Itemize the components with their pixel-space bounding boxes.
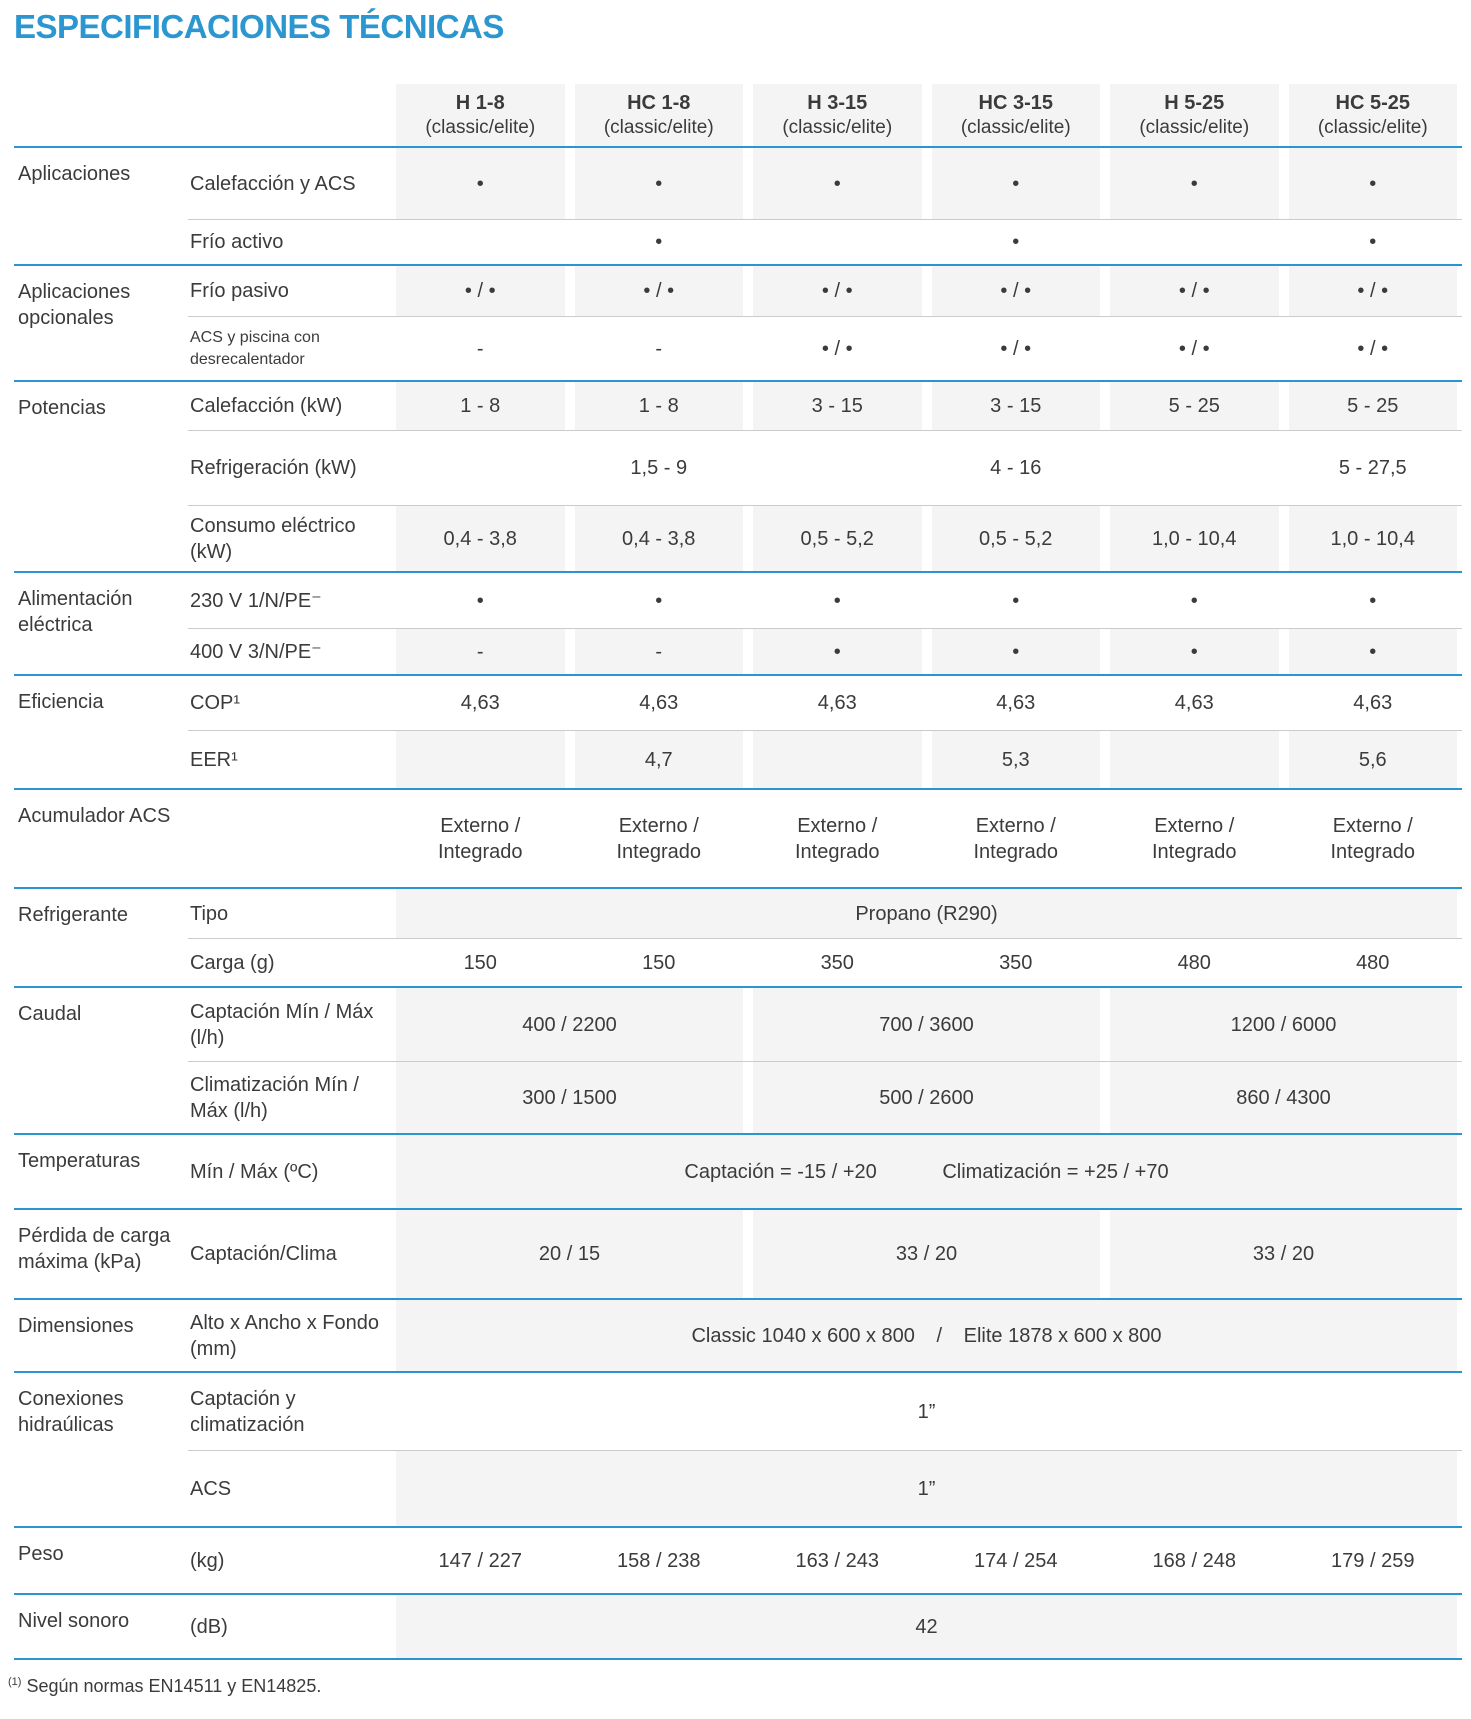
spec-cell: 0,5 - 5,2 xyxy=(748,505,927,571)
cell-value: Captación = -15 / +20 xyxy=(684,1160,877,1183)
section-aplicaciones xyxy=(14,146,1462,264)
spec-cell: 480 xyxy=(1284,938,1463,986)
section-label: Caudal xyxy=(14,986,188,1133)
cell-value: Externo / Integrado xyxy=(437,814,523,863)
spec-cell: • xyxy=(748,571,927,628)
section-label: Aplicaciones xyxy=(14,146,188,264)
spec-cell: 4,63 xyxy=(1284,674,1463,730)
model-variant: (classic/elite) xyxy=(1139,116,1250,138)
row-label: Consumo eléctrico (kW) xyxy=(188,505,391,571)
spec-cell: • xyxy=(927,571,1106,628)
model-variant: (classic/elite) xyxy=(960,116,1071,138)
spec-cell: • xyxy=(1284,628,1463,674)
spec-cell: • xyxy=(748,146,927,219)
spec-cell: 0,4 - 3,8 xyxy=(391,505,570,571)
spec-cell: 400 / 2200 xyxy=(391,986,748,1061)
section-potencias xyxy=(14,380,1462,571)
table-row xyxy=(14,505,1462,571)
section-aplicaciones-opcionales xyxy=(14,264,1462,380)
spec-cell: 5 - 25 xyxy=(1105,380,1284,430)
table-row xyxy=(14,1526,1462,1593)
spec-cell: 4,63 xyxy=(748,674,927,730)
spec-cell xyxy=(927,788,1106,887)
spec-cell: - xyxy=(570,316,749,380)
spec-cell: • / • xyxy=(391,264,570,316)
spec-cell: 1,0 - 10,4 xyxy=(1105,505,1284,571)
spec-cell: 158 / 238 xyxy=(570,1526,749,1593)
model-variant: (classic/elite) xyxy=(1317,116,1428,138)
spec-cell: 5,3 xyxy=(927,730,1106,788)
spec-cell: 700 / 3600 xyxy=(748,986,1105,1061)
spec-cell: • xyxy=(1284,219,1463,264)
section-label: Peso xyxy=(14,1526,188,1593)
spec-cell: 179 / 259 xyxy=(1284,1526,1463,1593)
spec-cell: • / • xyxy=(748,264,927,316)
column-header xyxy=(1284,84,1463,146)
page-title: ESPECIFICACIONES TÉCNICAS xyxy=(14,8,504,45)
spec-cell xyxy=(1105,430,1284,505)
spec-cell: 150 xyxy=(570,938,749,986)
row-label: Refrigeración (kW) xyxy=(188,430,391,505)
spec-cell: 3 - 15 xyxy=(927,380,1106,430)
cell-value: / xyxy=(936,1324,943,1347)
spec-cell: 860 / 4300 xyxy=(1105,1061,1462,1133)
cell-value: Classic 1040 x 600 x 800 xyxy=(691,1324,915,1347)
row-label: COP¹ xyxy=(188,674,391,730)
spec-cell: • / • xyxy=(927,264,1106,316)
section-label: Potencias xyxy=(14,380,188,571)
spec-cell: • / • xyxy=(1284,316,1463,380)
footnote-marker: (1) xyxy=(8,1676,22,1688)
spec-cell xyxy=(748,788,927,887)
spec-cell: • xyxy=(391,146,570,219)
section-temperaturas xyxy=(14,1133,1462,1208)
table-row xyxy=(14,730,1462,788)
spec-cell xyxy=(391,219,570,264)
row-label: Calefacción (kW) xyxy=(188,380,391,430)
spec-cell: 42 xyxy=(391,1593,1462,1658)
column-header-row xyxy=(14,84,1462,146)
spec-cell xyxy=(570,788,749,887)
section-eficiencia xyxy=(14,674,1462,788)
model-variant: (classic/elite) xyxy=(425,116,536,138)
row-label: 400 V 3/N/PE⁻ xyxy=(188,628,391,674)
table-row xyxy=(14,674,1462,730)
model-variant: (classic/elite) xyxy=(782,116,893,138)
column-header xyxy=(391,84,570,146)
row-label: Captación y climatización xyxy=(188,1371,391,1450)
spec-cell: • / • xyxy=(570,264,749,316)
spec-cell: 1200 / 6000 xyxy=(1105,986,1462,1061)
section-label: Pérdida de carga máxima (kPa) xyxy=(14,1208,188,1298)
spec-cell: • xyxy=(391,571,570,628)
spec-cell: 5,6 xyxy=(1284,730,1463,788)
spec-cell: 0,4 - 3,8 xyxy=(570,505,749,571)
section-alimentacion-electrica xyxy=(14,571,1462,674)
spec-cell: 33 / 20 xyxy=(1105,1208,1462,1298)
cell-value: Externo / Integrado xyxy=(794,814,880,863)
spec-cell: • xyxy=(927,628,1106,674)
model-name: HC 1-8 xyxy=(627,91,691,114)
section-label: Acumulador ACS xyxy=(14,788,188,887)
spec-cell: • / • xyxy=(1105,264,1284,316)
row-label: (kg) xyxy=(188,1526,391,1593)
spec-cell: 163 / 243 xyxy=(748,1526,927,1593)
section-label: Nivel sonoro xyxy=(14,1593,188,1658)
spec-cell xyxy=(391,1133,1462,1208)
section-label: Refrigerante xyxy=(14,887,188,986)
column-header xyxy=(748,84,927,146)
spec-cell: 20 / 15 xyxy=(391,1208,748,1298)
spec-cell xyxy=(748,730,927,788)
spec-cell: 350 xyxy=(927,938,1106,986)
spec-cell: • xyxy=(748,628,927,674)
spec-cell: 300 / 1500 xyxy=(391,1061,748,1133)
cell-value: Elite 1878 x 600 x 800 xyxy=(963,1324,1162,1347)
table-row xyxy=(14,1371,1462,1450)
spec-cell: • xyxy=(570,571,749,628)
section-dimensiones xyxy=(14,1298,1462,1371)
row-label: Alto x Ancho x Fondo (mm) xyxy=(188,1298,391,1371)
model-variant: (classic/elite) xyxy=(603,116,714,138)
spec-cell: • xyxy=(1284,571,1463,628)
spec-cell: • / • xyxy=(1284,264,1463,316)
spec-cell: 500 / 2600 xyxy=(748,1061,1105,1133)
spec-cell xyxy=(391,430,570,505)
header-spacer xyxy=(14,84,188,146)
table-row xyxy=(14,571,1462,628)
section-label: Dimensiones xyxy=(14,1298,188,1371)
spec-cell: 1,0 - 10,4 xyxy=(1284,505,1463,571)
spec-cell: - xyxy=(391,628,570,674)
spec-cell: 0,5 - 5,2 xyxy=(927,505,1106,571)
section-label: Alimentación eléctrica xyxy=(14,571,188,674)
spec-cell: 4,63 xyxy=(1105,674,1284,730)
table-row xyxy=(14,788,1462,887)
cell-value: Externo / Integrado xyxy=(1151,814,1237,863)
spec-cell xyxy=(748,430,927,505)
row-label: Mín / Máx (ºC) xyxy=(188,1133,391,1208)
spec-cell: • xyxy=(1284,146,1463,219)
model-name: H 3-15 xyxy=(807,91,868,114)
spec-cell: • / • xyxy=(927,316,1106,380)
spec-cell: • xyxy=(927,146,1106,219)
table-row xyxy=(14,1133,1462,1208)
spec-cell: • xyxy=(1105,628,1284,674)
table-row xyxy=(14,1298,1462,1371)
table-row xyxy=(14,628,1462,674)
row-label: Calefacción y ACS xyxy=(188,146,391,219)
row-label: (dB) xyxy=(188,1593,391,1658)
section-caudal xyxy=(14,986,1462,1133)
section-nivel-sonoro xyxy=(14,1593,1462,1658)
spec-cell: 4,7 xyxy=(570,730,749,788)
section-label: Aplicaciones opcionales xyxy=(14,264,188,380)
spec-cell: 1” xyxy=(391,1371,1462,1450)
section-acumulador-acs xyxy=(14,788,1462,887)
table-row xyxy=(14,1593,1462,1658)
spec-cell xyxy=(1105,730,1284,788)
spec-cell: 5 - 25 xyxy=(1284,380,1463,430)
row-label: Frío pasivo xyxy=(188,264,391,316)
spec-cell: 480 xyxy=(1105,938,1284,986)
model-name: HC 5-25 xyxy=(1335,91,1410,114)
row-label: Climatización Mín / Máx (l/h) xyxy=(188,1061,391,1133)
spec-cell: • xyxy=(1105,571,1284,628)
row-label: ACS y piscina con desrecalentador xyxy=(188,316,391,380)
row-label: ACS xyxy=(188,1450,391,1526)
spec-cell: • xyxy=(570,146,749,219)
section-conexiones-hidraulicas xyxy=(14,1371,1462,1526)
column-header xyxy=(1105,84,1284,146)
section-perdida-de-carga xyxy=(14,1208,1462,1298)
footnote-text: Según normas EN14511 y EN14825. xyxy=(26,1676,322,1696)
table-row xyxy=(14,219,1462,264)
table-row xyxy=(14,1208,1462,1298)
spec-cell: 174 / 254 xyxy=(927,1526,1106,1593)
column-header xyxy=(570,84,749,146)
spec-cell xyxy=(391,788,570,887)
spec-cell xyxy=(1105,219,1284,264)
table-row xyxy=(14,986,1462,1061)
header-spacer xyxy=(188,84,391,146)
spec-cell: • / • xyxy=(748,316,927,380)
spec-cell: - xyxy=(391,316,570,380)
spec-cell xyxy=(748,219,927,264)
spec-cell: 4,63 xyxy=(391,674,570,730)
table-row xyxy=(14,380,1462,430)
row-label: Frío activo xyxy=(188,219,391,264)
spec-table xyxy=(14,84,1462,1660)
row-label: Captación/Clima xyxy=(188,1208,391,1298)
model-name: H 1-8 xyxy=(455,91,505,114)
spec-cell: 33 / 20 xyxy=(748,1208,1105,1298)
column-header xyxy=(927,84,1106,146)
spec-cell: 4,63 xyxy=(570,674,749,730)
spec-cell: • xyxy=(927,219,1106,264)
section-peso xyxy=(14,1526,1462,1593)
cell-value: Externo / Integrado xyxy=(973,814,1058,863)
row-label: Tipo xyxy=(188,887,391,938)
spec-cell: Propano (R290) xyxy=(391,887,1462,938)
footnote xyxy=(8,1676,1471,1697)
spec-cell: • xyxy=(1105,146,1284,219)
row-label: 230 V 1/N/PE⁻ xyxy=(188,571,391,628)
spec-cell: 150 xyxy=(391,938,570,986)
cell-value: Externo / Integrado xyxy=(616,814,701,863)
model-name: H 5-25 xyxy=(1164,91,1225,114)
spec-cell: 3 - 15 xyxy=(748,380,927,430)
row-label: EER¹ xyxy=(188,730,391,788)
cell-value: Climatización = +25 / +70 xyxy=(942,1160,1169,1183)
spec-cell: 147 / 227 xyxy=(391,1526,570,1593)
spec-cell: 1” xyxy=(391,1450,1462,1526)
spec-cell: 350 xyxy=(748,938,927,986)
row-label: Captación Mín / Máx (l/h) xyxy=(188,986,391,1061)
spec-cell: 1,5 - 9 xyxy=(570,430,749,505)
table-row xyxy=(14,1061,1462,1133)
spec-cell: - xyxy=(570,628,749,674)
table-row xyxy=(14,887,1462,938)
section-label: Conexiones hidraúlicas xyxy=(14,1371,188,1526)
row-label: Carga (g) xyxy=(188,938,391,986)
spec-cell: 4 - 16 xyxy=(927,430,1106,505)
spec-cell: 168 / 248 xyxy=(1105,1526,1284,1593)
spec-cell: 5 - 27,5 xyxy=(1284,430,1463,505)
spec-cell: • / • xyxy=(1105,316,1284,380)
spec-cell xyxy=(1284,788,1463,887)
spec-cell: • xyxy=(570,219,749,264)
spec-cell: 1 - 8 xyxy=(570,380,749,430)
spec-cell: 1 - 8 xyxy=(391,380,570,430)
spec-cell xyxy=(391,1298,1462,1371)
spec-cell xyxy=(391,730,570,788)
spec-cell: 4,63 xyxy=(927,674,1106,730)
spec-cell xyxy=(1105,788,1284,887)
table-row xyxy=(14,316,1462,380)
table-row xyxy=(14,146,1462,219)
model-name: HC 3-15 xyxy=(978,91,1053,114)
table-row xyxy=(14,430,1462,505)
row-label xyxy=(188,788,391,887)
table-row xyxy=(14,264,1462,316)
cell-value: Externo / Integrado xyxy=(1330,814,1415,863)
section-label: Temperaturas xyxy=(14,1133,188,1208)
table-row xyxy=(14,938,1462,986)
section-label: Eficiencia xyxy=(14,674,188,788)
section-refrigerante xyxy=(14,887,1462,986)
table-row xyxy=(14,1450,1462,1526)
